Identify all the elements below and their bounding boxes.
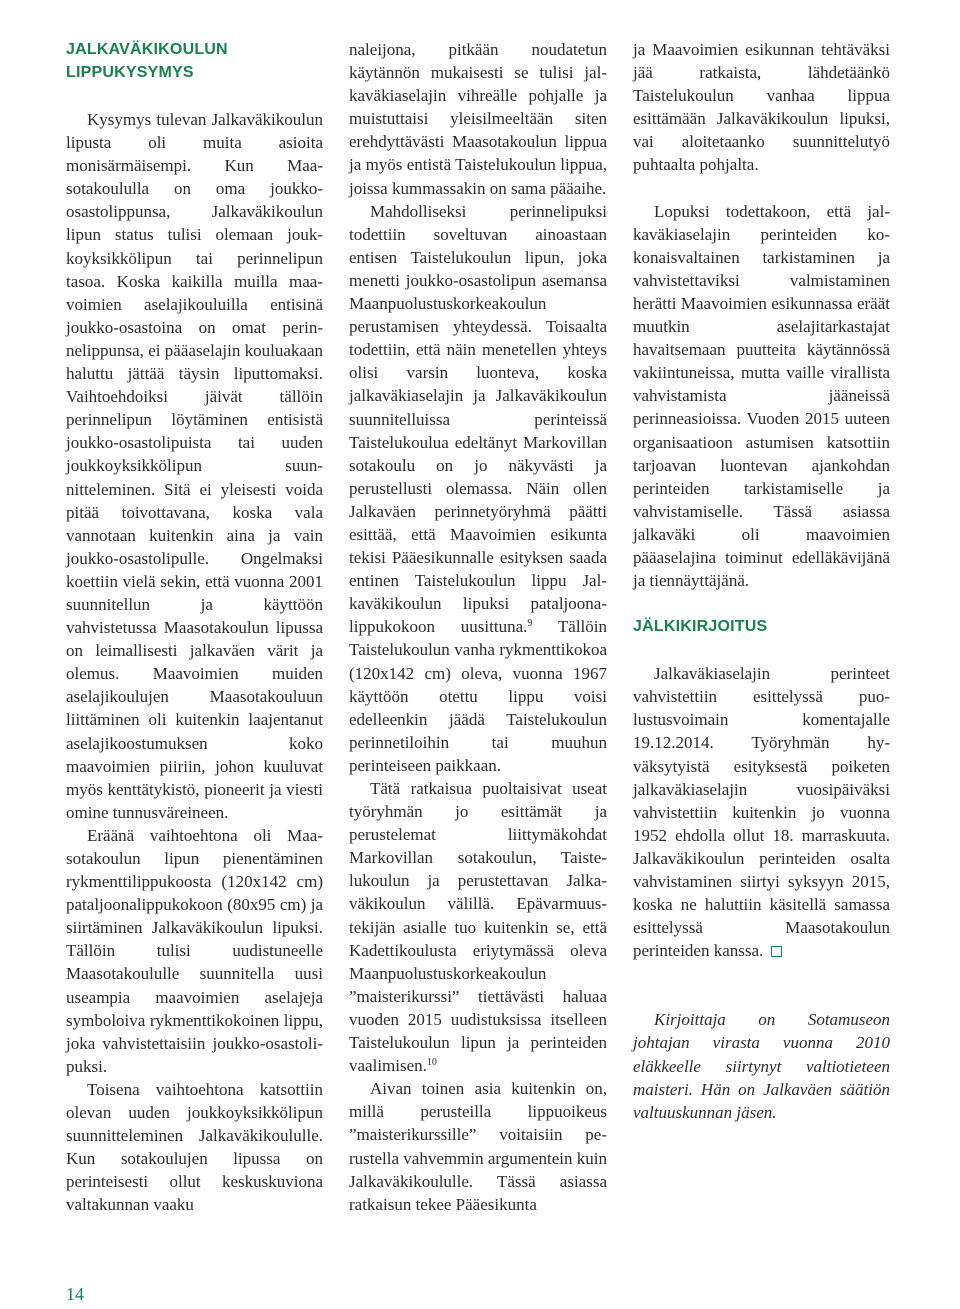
section-heading-flag-question: JALKAVÄKIKOULUN LIPPUKYSYMYS — [66, 41, 228, 81]
paragraph: naleijona, pitkään noudatetun käytännön mukaisesti se tulisi jalkaväkiaselajin vihreälle pohjalle ja muistuttaisi yleisilmeeltään siten erehdyttävästi Maasotakoulun lippua ja myös entistä Taistelukoulun lippua, joissa kummassakin on sama pääaihe. — [349, 40, 607, 198]
paragraph-text: Tätä ratkaisua puoltaisivat useat työryhmän jo esittämät ja perustelemat liittymäkohdat Markovillan sotakoulun, Taistelukoulun ja perustettavan Jalkaväkikoulun välillä. Epävarmuustekijän asialle tuo kuitenkin se, että Kadettikoulusta eriytymässä oleva Maanpuolustuskorkeakoulun ”maisterikurssi” tiettävästi haluaa vuoden 2015 uudistuksissa itselleen Taistelukoulun lipun ja perinteiden vaalimisen. — [349, 779, 607, 1076]
footnote-ref: 9 — [527, 618, 533, 630]
paragraph: Toisena vaihtoehtona katsottiin olevan uuden joukkoyksikkölipun suunnitteleminen Jalkaväkikoululle. Kun sotakoulujen lipussa on perinteisesti ollut keskuskuviona valtakunnan vaaku — [66, 1079, 323, 1215]
paragraph — [349, 200, 607, 777]
paragraph: ja Maavoimien esikunnan tehtäväksi jää ratkaista, lähdetäänkö Taistelukoulun vanhaa lippua esittämään Jalkaväkikoulun lipuksi, vai aloitetaanko suunnittelutyö puhtaalta pohjalta. — [633, 40, 890, 175]
end-of-article-icon — [771, 946, 782, 957]
section-heading-postscript: JÄLKIKIRJOITUS — [633, 618, 768, 636]
column-3 — [633, 38, 890, 1124]
footnote-ref: 10 — [426, 1057, 437, 1069]
paragraph: Kysymys tulevan Jalkaväkikoulun lipusta oli muita asioita monisärmäisempi. Kun Maasotakoululla on oma joukkoosastolippunsa, Jalkaväkikoulun lipun status tulisi olemaan joukkoyksikkölipun tai perinnelipun tasoa. Koska kaikilla muilla maavoimien aselajikouluilla entisinä joukko-osastoina on omat perinnelippunsa, ei pääaselajin kouluakaan haluttu jättää täysin liputtomaksi. Vaihtoehdoiksi jäivät tällöin perinnelipun löytäminen entisistä joukko-osastolipuista tai uuden joukkoyksikkölipun suunnitteleminen. Sitä ei yleisesti voida pitää toivottavana, koska vala vannotaan kuitenkin aina ja vain joukko-osastolipulle. Ongelmaksi koettiin vielä sekin, että vuonna 2001 suunnitellun ja käyttöön vahvistetussa Maasotakoulun lipussa on leimallisesti jalkaväen värit ja olemus. Maavoimien muiden aselajikoulujen Maasotakouluun liittäminen oli kuitenkin laajentanut aselajikoostumuksen koko maavoimien piiriin, johon kuuluvat myös kenttätykistö, pioneerit ja viesti omine tunnusväreineen. — [66, 110, 323, 822]
paragraph-text: Jalkaväkiaselajin perinteet vahvistettiin esittelyssä puolustusvoimain komentajalle 19.12.2014. Työryhmän hyväksytyistä esityksestä poiketen jalkaväkiaselajin vuosipäiväksi vahvistettiin kuitenkin jo vuonna 1952 ehdolla ollut 18. marraskuuta. Jalkaväkikoulun perinteiden osalta vahvistaminen siirtyi syksyyn 2015, koska ne haluttiin käsitellä samassa esittelyssä Maasotakoulun perinteiden kanssa. — [633, 664, 890, 961]
page-number: 14 — [66, 1284, 84, 1304]
column-1 — [66, 38, 323, 1217]
paragraph-text: Tällöin Taistelukoulun vanha rykmenttikokoa (120x142 cm) oleva, vuonna 1967 käyttöön otettu lippu voisi edelleenkin jäädä Taistelukoulun perinnetiloihin tai muuhun perinteiseen paikkaan. — [349, 617, 608, 775]
paragraph — [349, 777, 607, 1077]
paragraph: Lopuksi todettakoon, että jalkaväkiaselajin perinteiden kokonaisvaltainen tarkistaminen ja vahvistettaviksi valmistaminen herätti Maavoimien esikunnassa eräät muutkin aselajitarkastajat havaitsemaan puutteita käytännössä vakiintuneissa, mutta vaille virallista vahvistamista jääneissä perinneasioissa. Vuoden 2015 uuteen organisaatioon astumisen katsottiin tarjoavan luontevan ajankohdan perinteiden tarkistamiselle ja vahvistamiselle. Tässä asiassa jalkaväki oli maavoimien pääaselajina toiminut edelläkävijänä ja tiennäyttäjänä. — [633, 201, 890, 591]
paragraph-text: Mahdolliseksi perinnelipuksi todettiin soveltuvan ainoastaan entisen Taistelukoulun lipun, joka menetti joukko-osastolipun asemansa Maanpuolustuskorkeakoulun perustamisen yhteydessä. Toisaalta todettiin, että näin menetellen yhteys olisi varsin luonteva, koska jalkaväkiaselajin ja Jalkaväkikoulun suunnitelluissa perinteissä Taistelukoulua edeltänyt Markovillan sotakoulu on jo näkyvästi ja perustellusti olemassa. Näin ollen Jalkaväen perinnetyöryhmä päätti esittää, että Maavoimien esikunta tekisi Pääesikunnalle esityksen saada entinen Taistelukoulun lippu Jalkaväkikoulun lipuksi pataljoonalippukokoon uusittuna. — [349, 201, 607, 637]
author-note: Kirjoittaja on Sotamuseon johtajan virasta vuonna 2010 eläkkeelle siirtynyt valtiotieteen maisteri. Hän on Jalkaväen säätiön valtuuskunnan jäsen. — [633, 1010, 890, 1122]
postscript-paragraph — [633, 662, 890, 962]
paragraph: Eräänä vaihtoehtona oli Maasotakoulun lipun pienentäminen rykmenttilippukoosta (120x142 cm) pataljoonalippukokoon (80x95 cm) ja siirtäminen Jalkaväkikoulun lipuksi. Tällöin tulisi uudistuneelle Maasotakoululle suunnitella uusi useampia maavoimien aselajeja symboloiva rykmenttikokoinen lippu, joka vahvistettaisiin joukko-osastolipuksi. — [66, 825, 323, 1076]
paragraph: Aivan toinen asia kuitenkin on, millä perusteilla lippuoikeus ”maisterikurssille” voitaisiin perustella vahvemmin argumentein kuin Jalkaväkikoululle. Tässä asiassa ratkaisun tekee Pääesikunta — [349, 1079, 607, 1214]
column-2 — [349, 38, 607, 1216]
